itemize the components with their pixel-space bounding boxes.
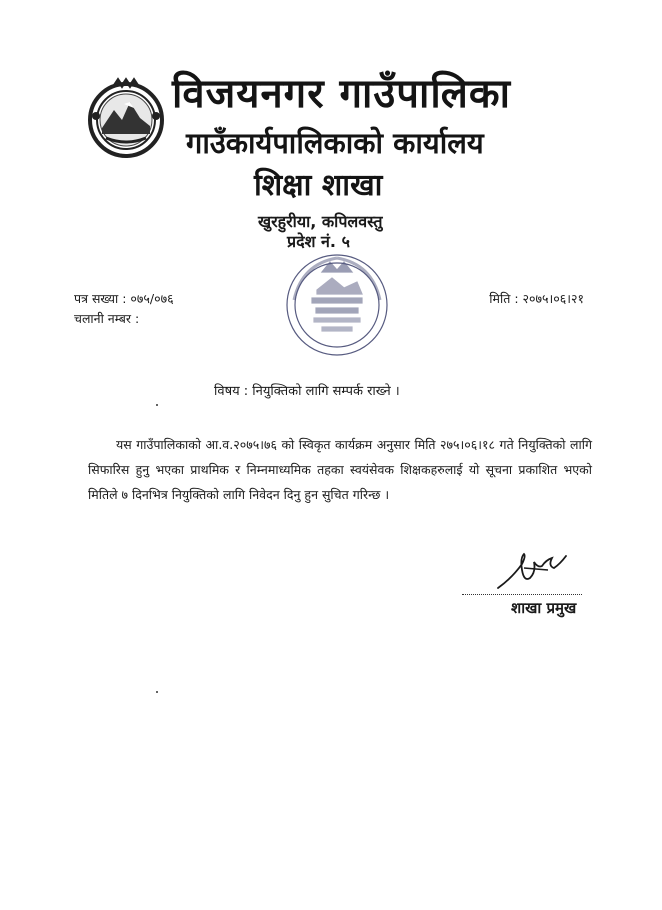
letter-date: मिति : २०७५।०६।२१ — [489, 291, 584, 306]
office-seal-stamp-icon — [282, 250, 392, 360]
office-name: गाउँकार्यपालिकाको कार्यालय — [186, 126, 484, 160]
section-name: शिक्षा शाखा — [254, 168, 383, 203]
nepal-emblem-icon — [84, 76, 168, 160]
municipality-name: विजयनगर गाउँपालिका — [172, 71, 511, 117]
office-address: खुरहुरीया, कपिलवस्तु — [258, 212, 383, 231]
letter-subject: विषय : नियुक्तिको लागि सम्पर्क राख्ने । — [214, 384, 400, 399]
dispatch-number: चलानी नम्बर : — [74, 311, 140, 326]
scan-speck — [156, 404, 158, 406]
handwritten-signature-icon — [494, 548, 570, 592]
reference-number: पत्र सख्या : ०७५/०७६ — [74, 291, 174, 306]
letter-body: यस गाउँपालिकाको आ.व.२०७५।७६ को स्विकृत कार्यक्रम अनुसार मिति २७५।०६।१८ गते नियुक्तिको लागि सिफारिस हुनु भएका प्राथमिक र निम्नमाध्यमिक तहका स्वयंसेवक शिक्षकहरुलाई यो सूचना प्रकाशित भएको मितिले ७ दिनभित्र नियुक्तिको लागि निवेदन दिनु हुन सुचित गरिन्छ । — [88, 437, 592, 502]
signatory-title: शाखा प्रमुख — [511, 599, 577, 617]
signature-line — [462, 594, 582, 595]
scan-speck — [156, 691, 158, 693]
province-name: प्रदेश नं. ५ — [287, 232, 350, 251]
